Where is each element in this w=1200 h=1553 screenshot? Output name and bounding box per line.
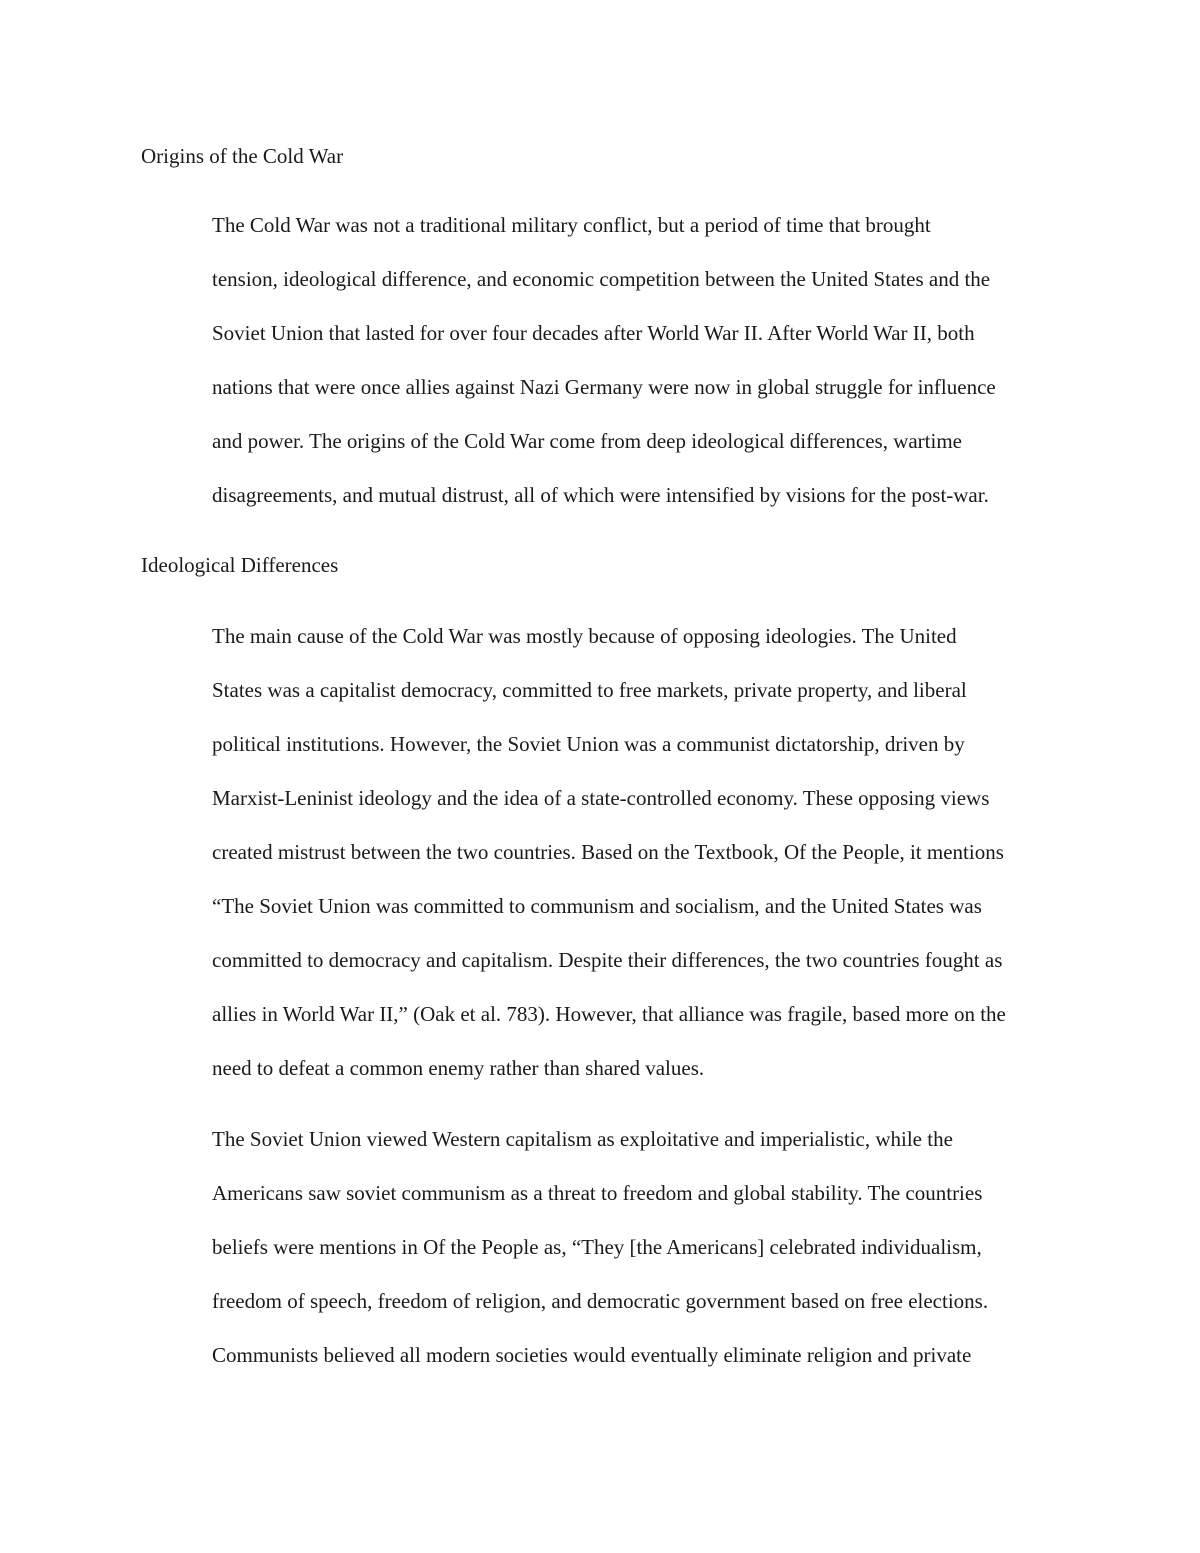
paragraph-line: nations that were once allies against Nazi Germany were now in global struggle for influence [212, 375, 996, 399]
paragraph-line: political institutions. However, the Soviet Union was a communist dictatorship, driven by [212, 732, 965, 756]
paragraph-line: The Soviet Union viewed Western capitalism as exploitative and imperialistic, while the [212, 1127, 953, 1151]
section-heading: Ideological Differences [141, 553, 339, 577]
paragraph-line: Communists believed all modern societies would eventually eliminate religion and private [212, 1343, 972, 1367]
paragraph-line: allies in World War II,” (Oak et al. 783). However, that alliance was fragile, based more on the [212, 1002, 1006, 1026]
paragraph-line: Americans saw soviet communism as a threat to freedom and global stability. The countries [212, 1181, 983, 1205]
paragraph-line: The main cause of the Cold War was mostly because of opposing ideologies. The United [212, 624, 957, 648]
paragraph-line: created mistrust between the two countries. Based on the Textbook, Of the People, it mentions [212, 840, 1004, 864]
paragraph-line: Marxist-Leninist ideology and the idea of a state-controlled economy. These opposing views [212, 786, 990, 810]
intro-paragraph [141, 198, 1051, 522]
paragraph-line: disagreements, and mutual distrust, all of which were intensified by visions for the post-war. [212, 483, 989, 507]
ideology-paragraph-1 [141, 609, 1051, 1095]
paragraph-line: Soviet Union that lasted for over four decades after World War II. After World War II, both [212, 321, 975, 345]
paragraph-line: and power. The origins of the Cold War come from deep ideological differences, wartime [212, 429, 962, 453]
paragraph-line: tension, ideological difference, and economic competition between the United States and the [212, 267, 991, 291]
paragraph-line: States was a capitalist democracy, committed to free markets, private property, and liberal [212, 678, 967, 702]
paragraph-line: The Cold War was not a traditional military conflict, but a period of time that brought [212, 213, 931, 237]
ideology-paragraph-2 [141, 1112, 1051, 1382]
paragraph-line: freedom of speech, freedom of religion, and democratic government based on free elections. [212, 1289, 989, 1313]
paragraph-line: need to defeat a common enemy rather than shared values. [212, 1056, 705, 1080]
document-title: Origins of the Cold War [141, 144, 344, 168]
paragraph-line: “The Soviet Union was committed to communism and socialism, and the United States was [212, 894, 982, 918]
paragraph-line: beliefs were mentions in Of the People as, “They [the Americans] celebrated individualism, [212, 1235, 982, 1259]
paragraph-line: committed to democracy and capitalism. Despite their differences, the two countries fought as [212, 948, 1003, 972]
